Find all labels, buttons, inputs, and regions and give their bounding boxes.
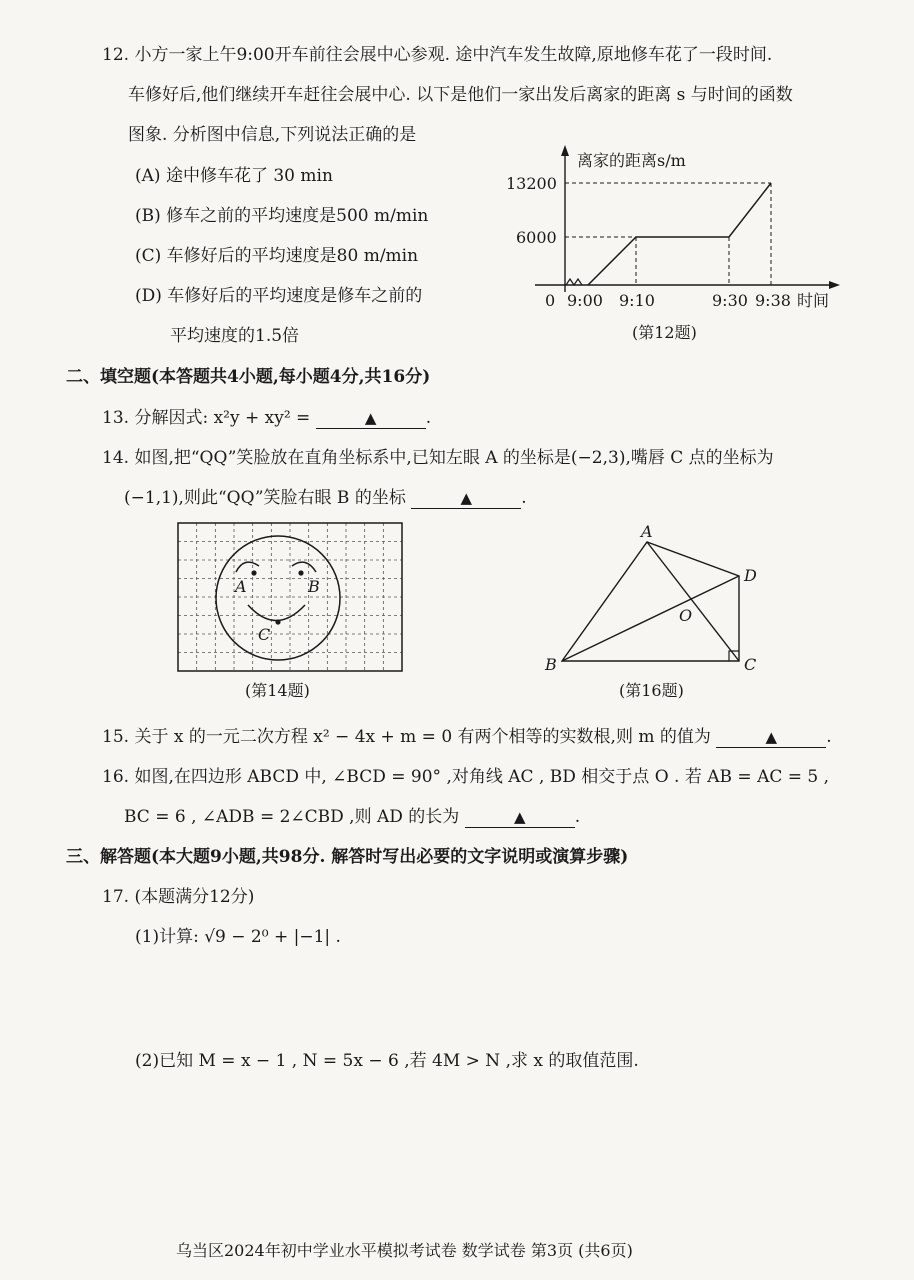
x-tick-930: 9:30 bbox=[712, 291, 748, 310]
q14-label-a: A bbox=[235, 577, 247, 596]
q15-answer-blank bbox=[716, 727, 826, 748]
q12-caption: (第12题) bbox=[632, 323, 697, 342]
q16-line-1: 16. 如图,在四边形 ABCD 中, ∠BCD = 90° ,对角线 AC , BD 相交于点 O . 若 AB = AC = 5 , bbox=[102, 767, 830, 787]
q14-line-2-text: (−1,1),则此“QQ”笑脸右眼 B 的坐标 bbox=[124, 488, 406, 508]
q12-option-d-line-2: 平均速度的1.5倍 bbox=[170, 326, 300, 346]
q16-label-c: C bbox=[744, 655, 757, 674]
q14-label-b: B bbox=[308, 577, 320, 596]
x-axis-label: 时间 bbox=[797, 291, 830, 310]
q16-caption: (第16题) bbox=[619, 681, 684, 700]
q13-text: 13. 分解因式: x²y + xy² = bbox=[102, 408, 311, 428]
q17-title: 17. (本题满分12分) bbox=[102, 887, 255, 907]
q12-line-3: 图象. 分析图中信息,下列说法正确的是 bbox=[128, 125, 417, 145]
q14-caption: (第14题) bbox=[245, 681, 310, 700]
q17-part-1: (1)计算: √9 − 2⁰ + |−1| . bbox=[135, 927, 341, 947]
x-tick-938: 9:38 bbox=[755, 291, 791, 310]
q14-line-1: 14. 如图,把“QQ”笑脸放在直角坐标系中,已知左眼 A 的坐标是(−2,3),嘴唇 C 点的坐标为 bbox=[102, 448, 774, 468]
q14-label-c: C bbox=[258, 625, 271, 644]
q16-diagonal-ac bbox=[647, 542, 739, 661]
q16-label-d: D bbox=[744, 566, 757, 585]
q16-suffix: . bbox=[574, 807, 581, 827]
q16-label-a: A bbox=[641, 522, 653, 541]
q12-option-d-line-1: (D) 车修好后的平均速度是修车之前的 bbox=[135, 286, 423, 306]
q15 bbox=[102, 722, 832, 748]
x-tick-900: 9:00 bbox=[567, 291, 603, 310]
y-axis-label: 离家的距离s/m bbox=[577, 151, 686, 170]
y-tick-6000: 6000 bbox=[516, 228, 557, 247]
q15-suffix: . bbox=[826, 727, 832, 747]
q16-answer-blank bbox=[465, 807, 575, 828]
q16-quadrilateral bbox=[562, 542, 739, 661]
q16-line-2-text: BC = 6 , ∠ADB = 2∠CBD ,则 AD 的长为 bbox=[124, 807, 460, 827]
q16-label-b: B bbox=[545, 655, 557, 674]
q12-option-c: (C) 车修好后的平均速度是80 m/min bbox=[135, 246, 419, 266]
q16-blank-mark: ▲ bbox=[513, 808, 526, 826]
x-tick-910: 9:10 bbox=[619, 291, 655, 310]
q14-blank-mark: ▲ bbox=[460, 489, 472, 507]
origin-label: 0 bbox=[545, 291, 556, 310]
q16-line-2 bbox=[124, 802, 580, 828]
q12-line-1: 12. 小方一家上午9:00开车前往会展中心参观. 途中汽车发生故障,原地修车花了一段时间. bbox=[102, 45, 773, 65]
section-3-heading: 三、解答题(本大题9小题,共98分. 解答时写出必要的文字说明或演算步骤) bbox=[66, 847, 629, 867]
q12-option-b: (B) 修车之前的平均速度是500 m/min bbox=[135, 206, 429, 226]
q13-blank-mark: ▲ bbox=[364, 409, 377, 427]
q12-line-2: 车修好后,他们继续开车赶往会展中心. 以下是他们一家出发后离家的距离 s 与时间的函数 bbox=[128, 85, 793, 105]
q16-label-o: O bbox=[679, 606, 693, 625]
q14-suffix: . bbox=[521, 488, 527, 508]
section-2-heading: 二、填空题(本答题共4小题,每小题4分,共16分) bbox=[66, 367, 431, 387]
q12-option-a: (A) 途中修车花了 30 min bbox=[135, 166, 333, 186]
page-footer: 乌当区2024年初中学业水平模拟考试卷 数学试卷 第3页 (共6页) bbox=[176, 1241, 633, 1260]
q17-part-2: (2)已知 M = x − 1 , N = 5x − 6 ,若 4M > N ,求 x 的取值范围. bbox=[135, 1051, 639, 1071]
q15-blank-mark: ▲ bbox=[765, 728, 778, 746]
q16-diagonal-bd bbox=[562, 576, 739, 661]
q15-text: 15. 关于 x 的一元二次方程 x² − 4x + m = 0 有两个相等的实数根,则 m 的值为 bbox=[102, 727, 711, 747]
y-tick-13200: 13200 bbox=[506, 174, 557, 193]
q13-suffix: . bbox=[425, 408, 432, 428]
